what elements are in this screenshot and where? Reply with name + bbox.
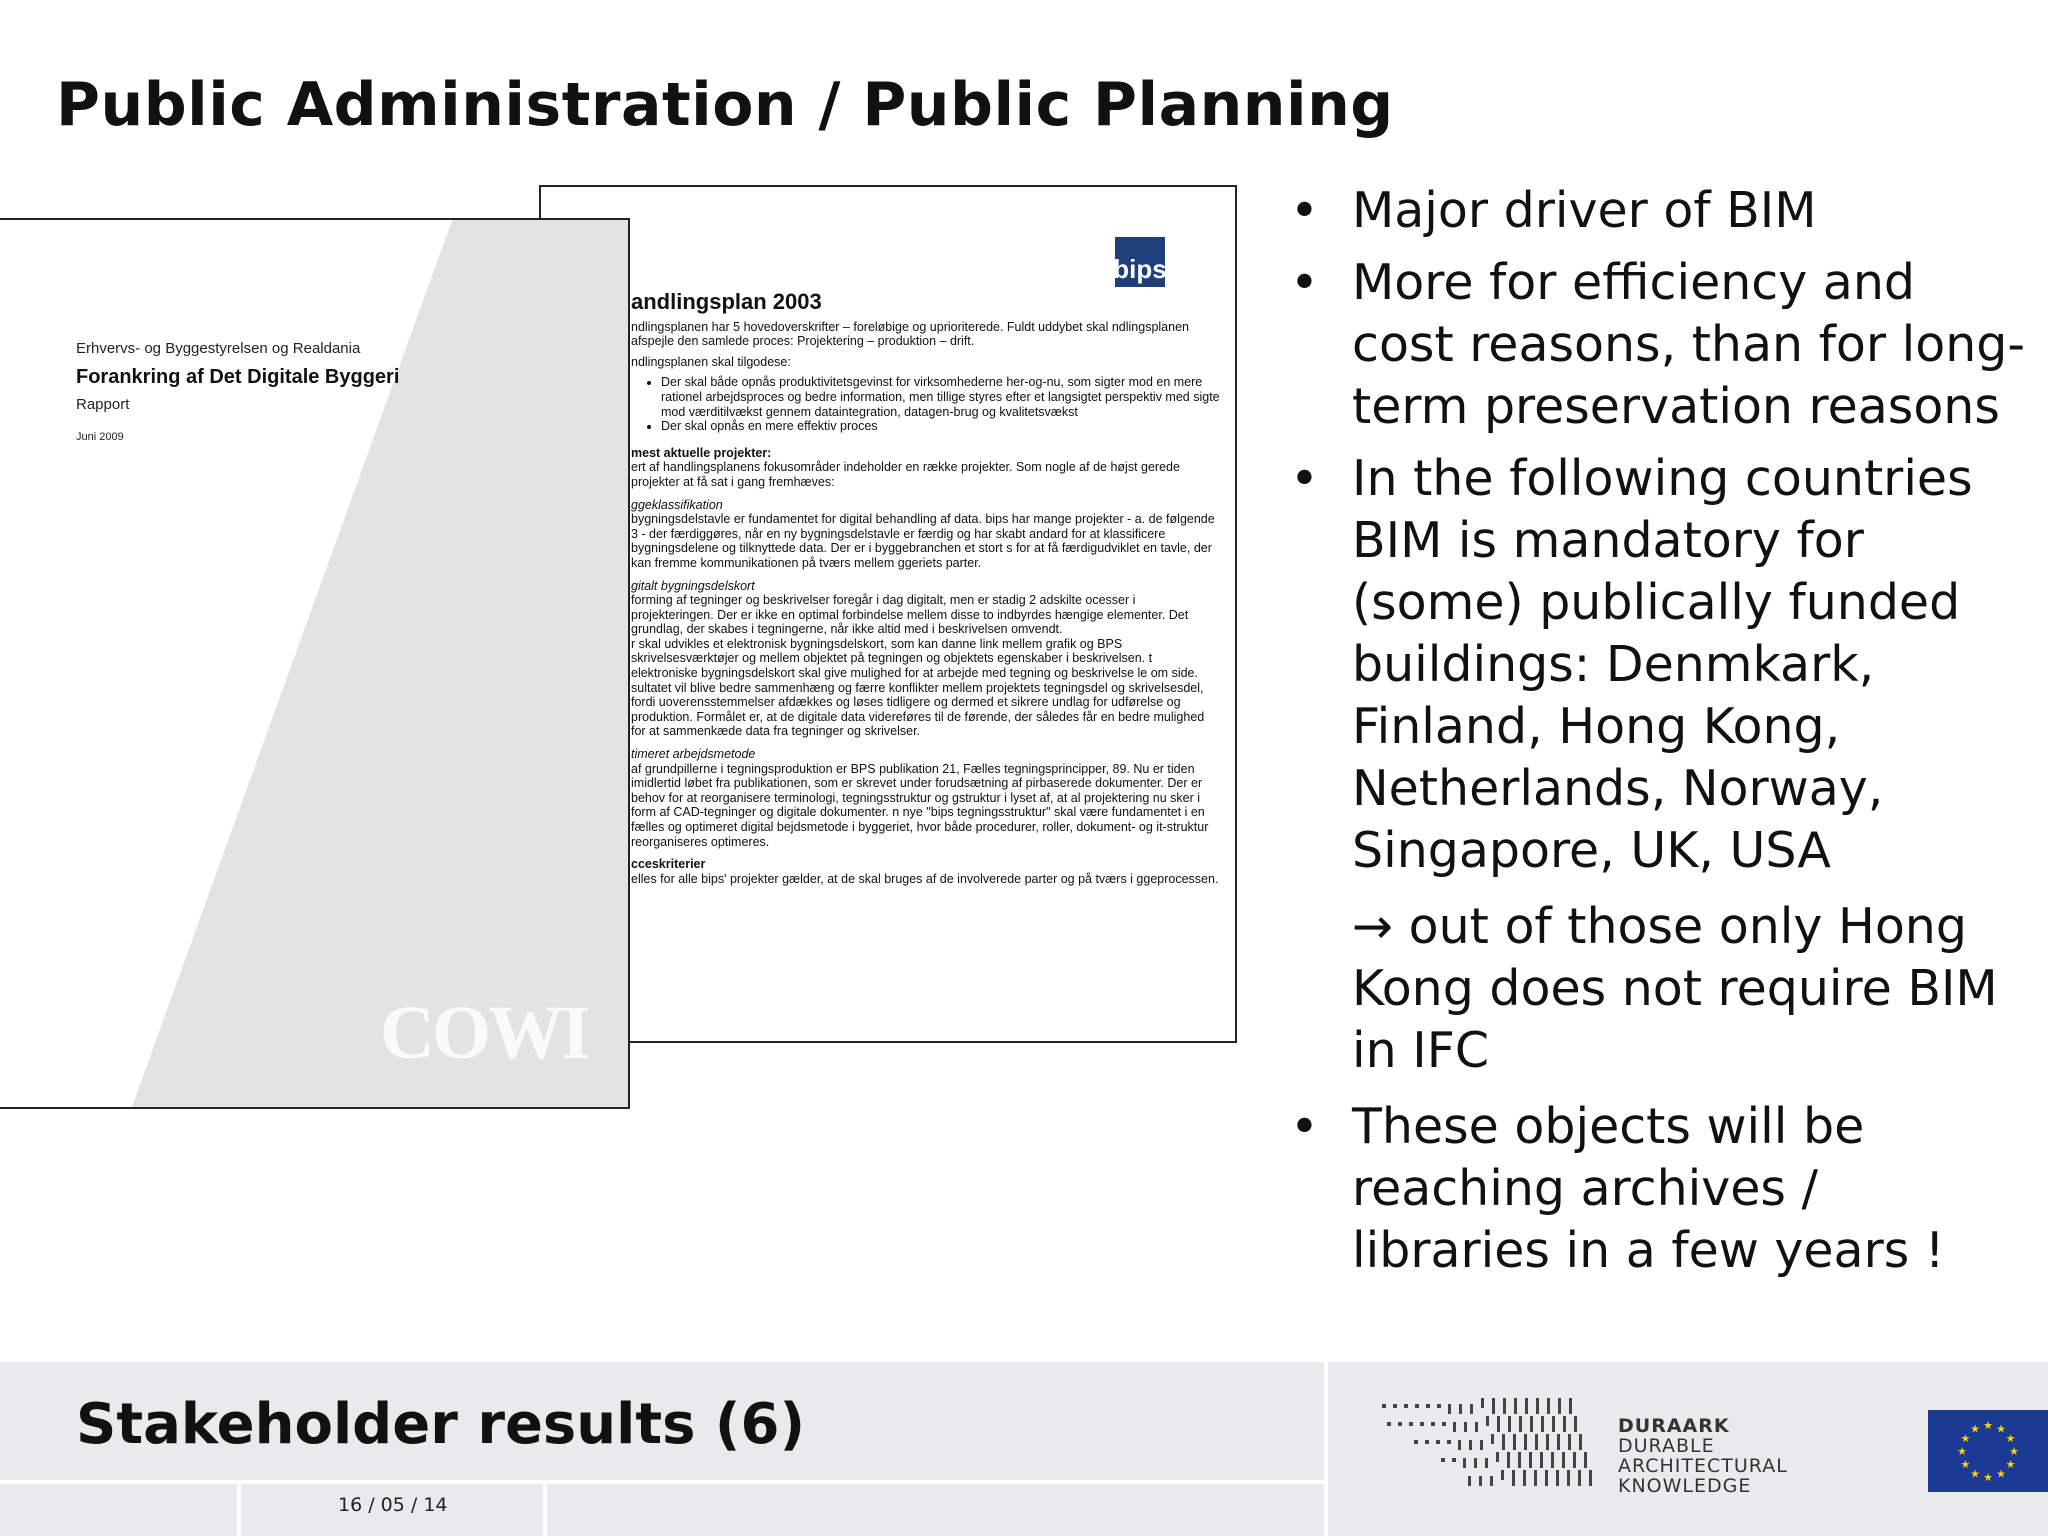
logo-bar — [1404, 1404, 1408, 1408]
eu-star-icon: ★ — [1983, 1471, 1993, 1484]
document-paragraph: r skal udvikles et elektronisk bygningsdelskort, som kan danne link mellem grafik og BPS skrivelsesværktøjer og mellem objektet på tegningen og objektets egenskaber i beskrivelsen. t elektroniske bygningsdelskort skal give mulighed for at arbejde med tegning og beskrivelse le om side. — [631, 636, 1198, 681]
logo-bar — [1540, 1452, 1543, 1468]
document-body — [631, 289, 1221, 892]
eu-star-icon: ★ — [1970, 1422, 1980, 1436]
logo-bar — [1485, 1458, 1488, 1468]
logo-bar — [1518, 1452, 1521, 1468]
document-italic-heading: timeret arbejdsmetode — [631, 747, 756, 762]
eu-star-icon: ★ — [1996, 1422, 2006, 1436]
logo-bar — [1563, 1416, 1566, 1432]
document-paragraph: ndlingsplanen skal tilgodese: — [631, 354, 791, 369]
footer-divider — [543, 1484, 547, 1536]
eu-star-icon: ★ — [1960, 1458, 1971, 1471]
logo-bar — [1523, 1470, 1526, 1486]
document-cover-page — [0, 218, 630, 1109]
eu-star-icon: ★ — [2009, 1445, 2019, 1458]
eu-star-icon: ★ — [1970, 1467, 1980, 1481]
logo-bar — [1479, 1476, 1482, 1486]
document-paragraph: ndlingsplanen har 5 hovedoverskrifter – foreløbige og uprioriterede. Fuldt uddybet skal ndlingsplanen afspejle den samlede proces: Projektering – produktion – drift. — [631, 319, 1189, 349]
logo-bar — [1409, 1422, 1413, 1426]
footer-divider — [237, 1484, 241, 1536]
logo-bar — [1514, 1398, 1517, 1414]
bips-logo: bips — [1115, 237, 1165, 287]
logo-bar — [1387, 1422, 1391, 1426]
document-list-item: • Der skal opnås en mere effektiv proces — [661, 419, 1221, 434]
logo-bar — [1501, 1470, 1504, 1480]
logo-bar — [1535, 1434, 1538, 1450]
logo-bar — [1475, 1422, 1478, 1432]
logo-bar — [1524, 1434, 1527, 1450]
eu-star-icon: ★ — [2005, 1458, 2016, 1471]
logo-bar — [1382, 1404, 1386, 1408]
document-subheading: mest aktuelle projekter: — [631, 445, 772, 460]
document-italic-heading: ggeklassifikation — [631, 497, 723, 512]
logo-bar — [1513, 1434, 1516, 1450]
logo-bar — [1431, 1422, 1435, 1426]
eu-star-icon: ★ — [1996, 1467, 2006, 1481]
logo-bar — [1536, 1398, 1539, 1414]
logo-bar — [1529, 1452, 1532, 1468]
document-list — [631, 375, 1221, 433]
logo-bar — [1574, 1416, 1577, 1432]
logo-bar — [1464, 1422, 1467, 1432]
logo-bar — [1425, 1440, 1429, 1444]
logo-bar — [1552, 1416, 1555, 1432]
slide-date: 16 / 05 / 14 — [338, 1494, 448, 1516]
bullet-list — [1290, 180, 2030, 1292]
logo-bar — [1502, 1434, 1505, 1450]
document-paragraph: af grundpillerne i tegningsproduktion er BPS publikation 21, Fælles tegningsprincipper, 89. Nu er tiden imidlertid løbet fra publikationen, som er skrevet under forudsætning af pirbaserede dokumenter. Der er behov for at reorganisere terminologi, tegningsstruktur og gstruktur i lyset af, at al projektering nu sker i form af CAD-tegninger og digitale dokumenter. n nye "bips tegningsstruktur" skal være fundamentet i en fælles og optimeret digital bejdsmetode i byggeriet, hvor både procedurer, roller, dokument- og it-struktur reorganiseres optimeres. — [631, 761, 1209, 849]
logo-bar — [1545, 1470, 1548, 1486]
cowi-logo: COWI — [380, 991, 588, 1075]
document-paragraph: elles for alle bips' projekter gælder, at de skal bruges af de involverede parter og på tværs i ggeprocessen. — [631, 871, 1219, 886]
logo-bar — [1534, 1470, 1537, 1486]
logo-bar — [1491, 1434, 1494, 1444]
footer-divider — [0, 1480, 1328, 1484]
logo-bar — [1463, 1458, 1466, 1468]
logo-bar — [1497, 1416, 1500, 1432]
logo-bar — [1468, 1476, 1471, 1486]
logo-bar — [1458, 1440, 1461, 1450]
slide-footer — [0, 1362, 2048, 1536]
logo-bar — [1569, 1398, 1572, 1414]
logo-bar — [1480, 1440, 1483, 1450]
logo-bar — [1519, 1416, 1522, 1432]
logo-bar — [1556, 1470, 1559, 1486]
bullet-item: • Major driver of BIM — [1290, 180, 2030, 242]
logo-bar — [1448, 1404, 1451, 1414]
logo-bar — [1547, 1398, 1550, 1414]
document-list-item: • Der skal både opnås produktivitetsgevinst for virksomhederne her-og-nu, som sigter mod en mere rationel arbejdsproces og bedre information, men tillige styres efter et langsigtet perspektiv med sigte mod værditilvækst gennem dataintegration, datagen-brug og kvalitetsvækst — [661, 375, 1221, 419]
logo-bar — [1490, 1476, 1493, 1486]
cover-date: Juni 2009 — [76, 431, 124, 443]
logo-bar — [1470, 1404, 1473, 1414]
logo-bar — [1474, 1458, 1477, 1468]
bullet-item: • These objects will be reaching archives / libraries in a few years ! — [1290, 1096, 2030, 1282]
logo-bar — [1512, 1470, 1515, 1486]
cover-document-type: Rapport — [76, 396, 130, 413]
logo-bar — [1567, 1470, 1570, 1486]
logo-bar — [1541, 1416, 1544, 1432]
logo-bar — [1452, 1458, 1456, 1462]
logo-bar — [1530, 1416, 1533, 1432]
logo-bar — [1525, 1398, 1528, 1414]
logo-bar — [1503, 1398, 1506, 1414]
cover-organization: Erhvervs- og Byggestyrelsen og Realdania — [76, 340, 361, 357]
logo-bar — [1579, 1434, 1582, 1450]
logo-bar — [1496, 1452, 1499, 1462]
cover-title: Forankring af Det Digitale Byggeri — [76, 366, 400, 388]
logo-bar — [1584, 1452, 1587, 1468]
logo-bar — [1507, 1452, 1510, 1468]
logo-bar — [1546, 1434, 1549, 1450]
logo-bar — [1578, 1470, 1581, 1486]
document-paragraph: forming af tegninger og beskrivelser foregår i dag digitalt, men er stadig 2 adskilte ocesser i projekteringen. Der er ikke en optimal forbindelse mellem disse to indbyrdes hængige elementer. Det grundlag, der skabes i tegningerne, når ikke altid med i beskrivelsen omvendt. — [631, 593, 1189, 637]
logo-bar — [1481, 1398, 1484, 1408]
logo-bar — [1415, 1404, 1419, 1408]
logo-bar — [1562, 1452, 1565, 1468]
logo-bar — [1398, 1422, 1402, 1426]
bullet-item: • In the following countries BIM is mandatory for (some) publically funded buildings: Denmkark, Finland, Hong Kong, Netherlands, Norway, Singapore, UK, USA — [1290, 448, 2030, 882]
logo-bar — [1557, 1434, 1560, 1450]
document-subheading: cceskriterier — [631, 857, 706, 872]
logo-bar — [1551, 1452, 1554, 1468]
logo-bar — [1558, 1398, 1561, 1414]
document-page-handlingsplan — [539, 185, 1237, 1043]
logo-bar — [1573, 1452, 1576, 1468]
logo-bar — [1426, 1404, 1430, 1408]
eu-star-icon: ★ — [1983, 1419, 1993, 1432]
document-paragraph: sultatet vil blive bedre sammenhæng og færre konflikter mellem projektets tegningsdel og skrivelsesdel, fordi uoverensstemmelser afdækkes og løses tidligere og dermed et sikrere undlag for udførelse og produktion. Formålet er, at de digitale data videreføres til de førende, der således får en bedre mulighed for at sammenkæde data fra tegninger og skrivelser. — [631, 680, 1205, 739]
bullet-item: • More for efficiency and cost reasons, than for long-term preservation reasons — [1290, 252, 2030, 438]
logo-bar — [1437, 1404, 1441, 1408]
cover-text-block — [76, 340, 399, 443]
logo-bar — [1447, 1440, 1451, 1444]
logo-bar — [1442, 1422, 1446, 1426]
logo-bar — [1453, 1422, 1456, 1432]
logo-bar — [1568, 1434, 1571, 1450]
eu-star-icon: ★ — [1957, 1445, 1967, 1458]
logo-bar — [1436, 1440, 1440, 1444]
logo-bar — [1486, 1416, 1489, 1426]
logo-bar — [1420, 1422, 1424, 1426]
logo-bar — [1393, 1404, 1397, 1408]
section-title: Stakeholder results (6) — [76, 1392, 806, 1457]
eu-star-icon: ★ — [1960, 1432, 1971, 1445]
eu-star-icon: ★ — [2005, 1432, 2016, 1445]
logo-bar — [1459, 1404, 1462, 1414]
brand-line: DURAARK — [1618, 1415, 1730, 1437]
duraark-wordmark — [1618, 1416, 1788, 1496]
brand-line: ARCHITECTURAL — [1618, 1455, 1788, 1477]
logo-bar — [1414, 1440, 1418, 1444]
logo-bar — [1441, 1458, 1445, 1462]
document-heading: andlingsplan 2003 — [631, 289, 822, 314]
logo-bar — [1492, 1398, 1495, 1414]
bullet-note: → out of those only Hong Kong does not require BIM in IFC — [1352, 898, 1998, 1079]
logo-bar — [1469, 1440, 1472, 1450]
document-paragraph: bygningsdelstavle er fundamentet for digital behandling af data. bips har mange projekter - a. de følgende 3 - der færdiggøres, når en ny bygningsdelstavle er færdig og har skabt andard for at klassificere bygningsdelene og tilknyttede data. Der er i byggebranchen et stort s for at få færdigudviklet en tavle, der kan fremme kommunikationen på tværs mellem ggeriets parter. — [631, 512, 1215, 570]
brand-line: DURABLE — [1618, 1435, 1715, 1457]
duraark-logo-icon — [1362, 1378, 1602, 1528]
slide-title: Public Administration / Public Planning — [56, 70, 1394, 140]
brand-line: KNOWLEDGE — [1618, 1475, 1752, 1497]
document-paragraph: ert af handlingsplanens fokusområder indeholder en række projekter. Som nogle af de højst gerede projekter at få sat i gang fremhæves: — [631, 460, 1180, 489]
document-italic-heading: gitalt bygningsdelskort — [631, 578, 755, 593]
logo-bar — [1589, 1470, 1592, 1486]
eu-flag-icon — [1928, 1410, 2048, 1492]
logo-bar — [1508, 1416, 1511, 1432]
